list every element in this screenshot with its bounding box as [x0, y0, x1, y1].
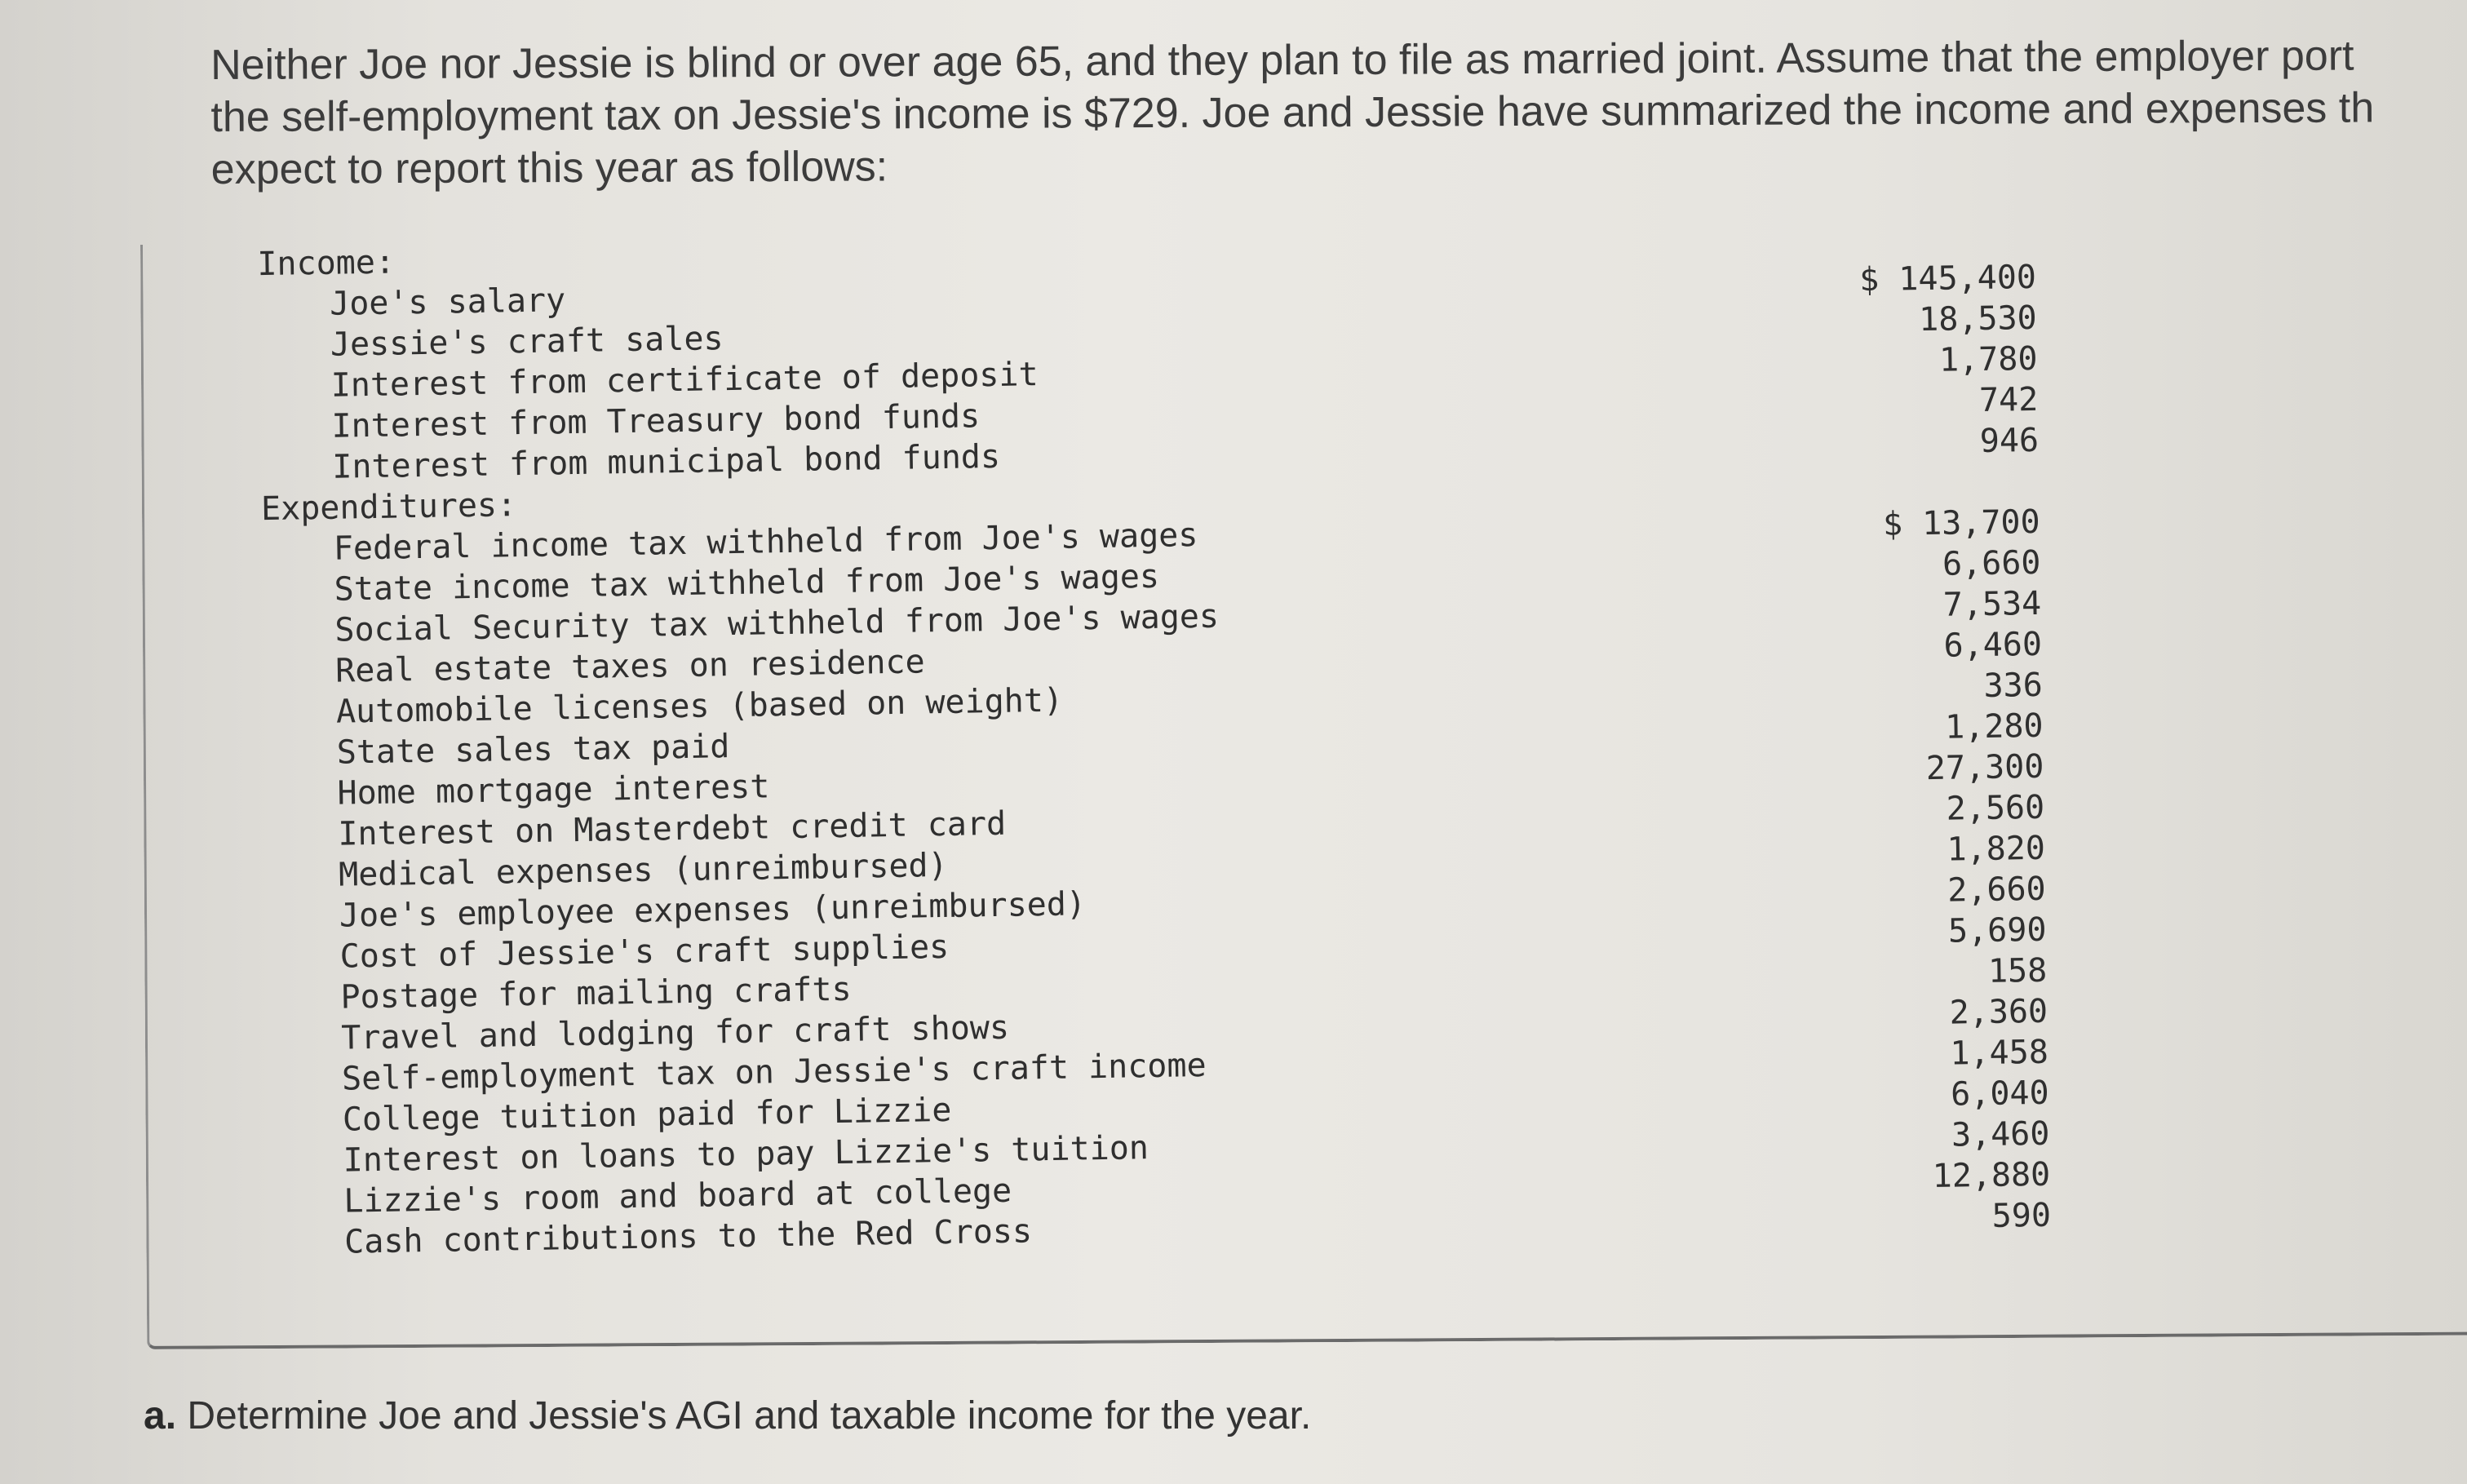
row-amount: 2,360 [1949, 992, 2048, 1032]
row-label: State sales tax paid [336, 728, 730, 772]
row-label: Interest on loans to pay Lizzie's tuition [343, 1129, 1149, 1180]
intro-line-2: the self-employment tax on Jessie's income is $729. Joe and Jessie have summarized the income and expenses th [210, 84, 2375, 141]
row-label: Joe's salary [329, 281, 566, 323]
row-label: Federal income tax withheld from Joe's wages [333, 516, 1198, 568]
question-text: Determine Joe and Jessie's AGI and taxable income for the year. [187, 1394, 1312, 1437]
row-amount: 2,560 [1946, 788, 2045, 828]
row-amount: 6,460 [1943, 625, 2043, 665]
row-label: Cash contributions to the Red Cross [343, 1212, 1033, 1261]
question-a [144, 1393, 1311, 1438]
row-amount: 6,660 [1942, 543, 2041, 583]
row-label: Social Security tax withheld from Joe's wages [334, 597, 1220, 649]
row-amount: 336 [1983, 666, 2044, 705]
row-amount: 12,880 [1932, 1155, 2051, 1196]
row-amount: 742 [1978, 380, 2039, 419]
row-amount: 3,460 [1951, 1114, 2050, 1154]
row-label: Medical expenses (unreimbursed) [338, 846, 948, 894]
problem-intro [210, 29, 2467, 196]
row-amount: 1,280 [1944, 707, 2044, 746]
row-label: Cost of Jessie's craft supplies [339, 928, 950, 976]
row-label: Joe's employee expenses (unreimbursed) [339, 885, 1087, 935]
row-amount: $ 145,400 [1858, 258, 2037, 299]
row-amount: 946 [1979, 421, 2040, 460]
row-amount: 5,690 [1947, 910, 2047, 950]
row-label: College tuition paid for Lizzie [342, 1091, 952, 1139]
row-label: Self-employment tax on Jessie's craft income [341, 1046, 1207, 1098]
income-heading: Income: [257, 243, 396, 284]
row-label: Automobile licenses (based on weight) [335, 681, 1064, 731]
row-amount: 158 [1987, 951, 2048, 990]
row-amount: 6,040 [1950, 1074, 2049, 1114]
row-label: Interest from municipal bond funds [331, 437, 1001, 486]
data-panel [140, 230, 2467, 1349]
income-expense-table [257, 216, 2067, 1264]
row-amount: $ 13,700 [1882, 503, 2040, 543]
row-label: Interest on Masterdebt credit card [338, 804, 1007, 853]
intro-line-3: expect to report this year as follows: [210, 143, 888, 193]
row-label: Jessie's craft sales [330, 320, 724, 364]
row-label: Home mortgage interest [337, 768, 770, 813]
row-amount: 2,660 [1947, 870, 2047, 910]
row-label: Interest from Treasury bond funds [331, 397, 981, 445]
row-amount: 27,300 [1925, 747, 2044, 788]
intro-line-1: Neither Joe nor Jessie is blind or over age 65, and they plan to file as married joint. Assume that the employer port [210, 32, 2354, 89]
row-amount: 1,820 [1947, 829, 2046, 869]
row-amount: 18,530 [1918, 299, 2038, 339]
expenditures-heading: Expenditures: [260, 486, 517, 529]
row-amount: 7,534 [1942, 584, 2042, 624]
row-label: Interest from certificate of deposit [330, 356, 1039, 405]
row-label: Travel and lodging for craft shows [340, 1008, 1010, 1057]
row-amount: 590 [1991, 1196, 2052, 1235]
row-label: Real estate taxes on residence [334, 643, 925, 690]
row-label: Postage for mailing crafts [340, 970, 852, 1017]
row-amount: 1,780 [1938, 339, 2038, 379]
question-letter: a. [144, 1394, 177, 1437]
row-label: State income tax withheld from Joe's wages [334, 557, 1160, 609]
row-amount: 1,458 [1950, 1033, 2049, 1073]
row-label: Lizzie's room and board at college [343, 1172, 1012, 1220]
